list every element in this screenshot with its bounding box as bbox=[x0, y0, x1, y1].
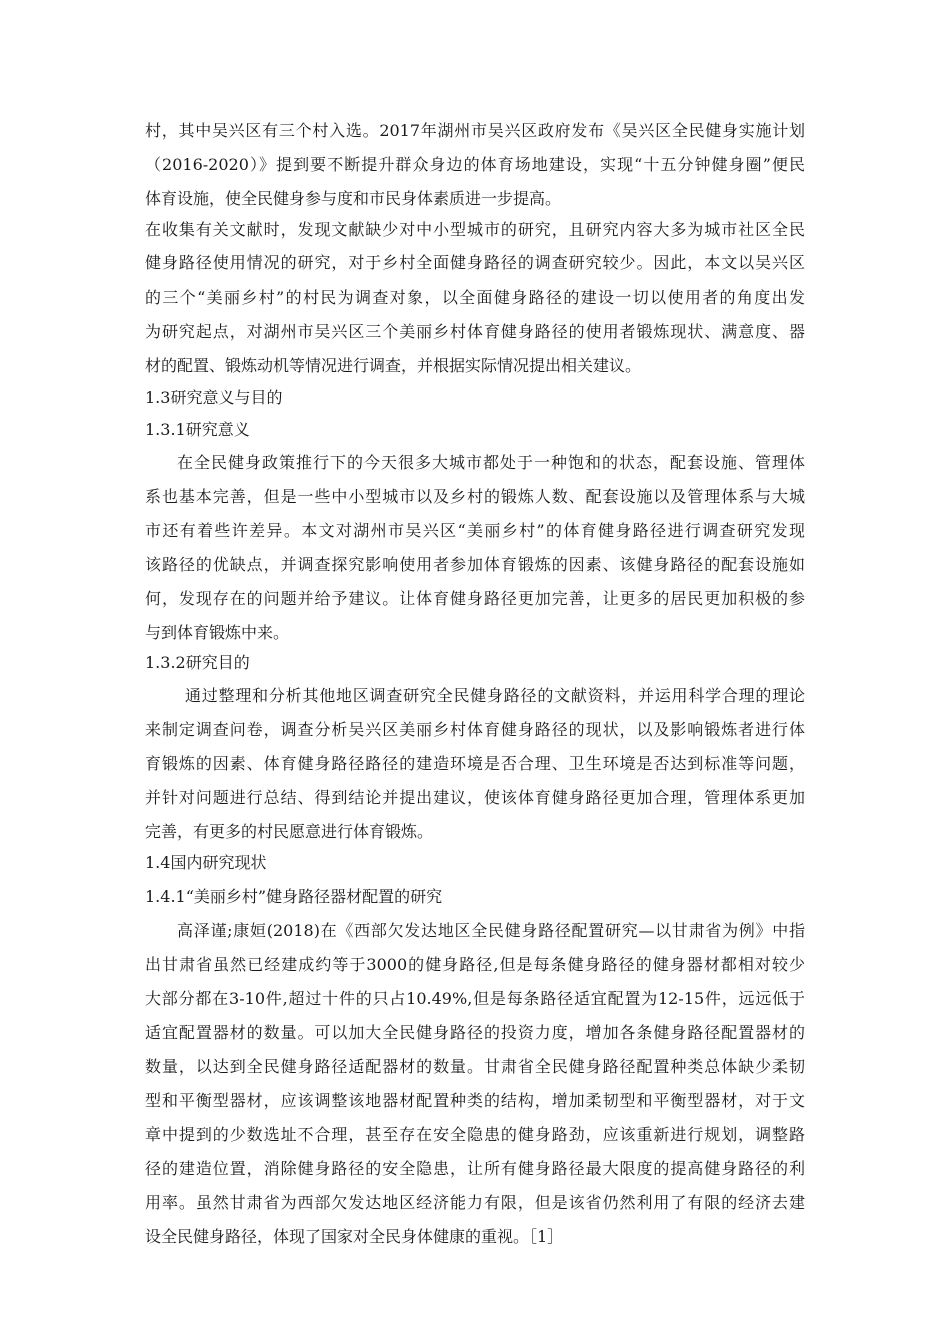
paragraph-line: 数量，以达到全民健身路径适配器材的数量。甘肃省全民健身路径配置种类总体缺少柔韧 bbox=[145, 1057, 805, 1076]
paragraph-line: 在收集有关文献时，发现文献缺少对中小型城市的研究，且研究内容大多为城市社区全民 bbox=[145, 220, 805, 239]
subsection-heading: 1.3.1研究意义 bbox=[145, 420, 250, 439]
paragraph-line: （2016-2020）》提到要不断提升群众身边的体育场地建设，实现“十五分钟健身圈”便民 bbox=[145, 155, 805, 174]
paragraph-line: 材的配置、锻炼动机等情况进行调查，并根据实际情况提出相关建议。 bbox=[145, 356, 642, 375]
paragraph-line: 通过整理和分析其他地区调查研究全民健身路径的文献资料，并运用科学合理的理论 bbox=[185, 686, 805, 705]
paragraph-line: 何，发现存在的问题并给予建议。让体育健身路径更加完善，让更多的居民更加积极的参 bbox=[145, 589, 805, 608]
section-heading: 1.3研究意义与目的 bbox=[145, 388, 283, 407]
paragraph-line: 出甘肃省虽然已经建成约等于3000的健身路径,但是每条健身路径的健身器材都相对较少 bbox=[145, 955, 805, 974]
paragraph-line: 市还有着些许差异。本文对湖州市吴兴区“美丽乡村”的体育健身路径进行调查研究发现 bbox=[145, 521, 805, 540]
paragraph-line: 的三个“美丽乡村”的村民为调查对象，以全面健身路径的建设一切以使用者的角度出发 bbox=[145, 288, 805, 307]
paragraph-line: 径的建造位置，消除健身路径的安全隐患，让所有健身路径最大限度的提高健身路径的利 bbox=[145, 1159, 805, 1178]
paragraph-line: 为研究起点，对湖州市吴兴区三个美丽乡村体育健身路径的使用者锻炼现状、满意度、器 bbox=[145, 322, 805, 341]
paragraph-line: 并针对问题进行总结、得到结论并提出建议，使该体育健身路径更加合理，管理体系更加 bbox=[145, 788, 805, 807]
paragraph-line: 系也基本完善，但是一些中小型城市以及乡村的锻炼人数、配套设施以及管理体系与大城 bbox=[145, 487, 805, 506]
subsection-heading: 1.3.2研究目的 bbox=[145, 653, 250, 672]
paragraph-line: 育锻炼的因素、体育健身路径路径的建造环境是否合理、卫生环境是否达到标准等问题， bbox=[145, 754, 805, 773]
paragraph-line: 用率。虽然甘肃省为西部欠发达地区经济能力有限，但是该省仍然利用了有限的经济去建 bbox=[145, 1193, 805, 1212]
paragraph-line: 大部分都在3-10件,超过十件的只占10.49%,但是每条路径适宜配置为12-15件，远远低于 bbox=[145, 989, 805, 1008]
paragraph-line: 高泽谨;康姮(2018)在《西部欠发达地区全民健身路径配置研究—以甘肃省为例》中指 bbox=[177, 921, 805, 940]
paragraph-line: 完善，有更多的村民愿意进行体育锻炼。 bbox=[145, 822, 434, 841]
paragraph-line: 与到体育锻炼中来。 bbox=[145, 623, 290, 642]
paragraph-line: 来制定调查问卷，调查分析吴兴区美丽乡村体育健身路径的现状，以及影响锻炼者进行体 bbox=[145, 720, 805, 739]
paragraph-line: 设全民健身路径，体现了国家对全民身体健康的重视。［1］ bbox=[145, 1227, 564, 1246]
paragraph-line: 村，其中吴兴区有三个村入选。2017年湖州市吴兴区政府发布《吴兴区全民健身实施计划 bbox=[145, 121, 805, 140]
paragraph-line: 健身路径使用情况的研究，对于乡村全面健身路径的调查研究较少。因此，本文以吴兴区 bbox=[145, 253, 805, 272]
paragraph-line: 型和平衡型器材，应该调整该地器材配置种类的结构，增加柔韧型和平衡型器材，对于文 bbox=[145, 1091, 805, 1110]
paragraph-line: 章中提到的少数选址不合理，甚至存在安全隐患的健身路劲，应该重新进行规划，调整路 bbox=[145, 1125, 805, 1144]
paragraph-line: 体育设施，使全民健身参与度和市民身体素质进一步提高。 bbox=[145, 189, 562, 208]
paragraph-line: 适宜配置器材的数量。可以加大全民健身路径的投资力度，增加各条健身路径配置器材的 bbox=[145, 1023, 805, 1042]
section-heading: 1.4国内研究现状 bbox=[145, 853, 267, 872]
paragraph-line: 该路径的优缺点，并调查探究影响使用者参加体育锻炼的因素、该健身路径的配套设施如 bbox=[145, 555, 805, 574]
subsection-heading: 1.4.1“美丽乡村”健身路径器材配置的研究 bbox=[145, 887, 443, 906]
paragraph-line: 在全民健身政策推行下的今天很多大城市都处于一种饱和的状态，配套设施、管理体 bbox=[177, 453, 805, 472]
